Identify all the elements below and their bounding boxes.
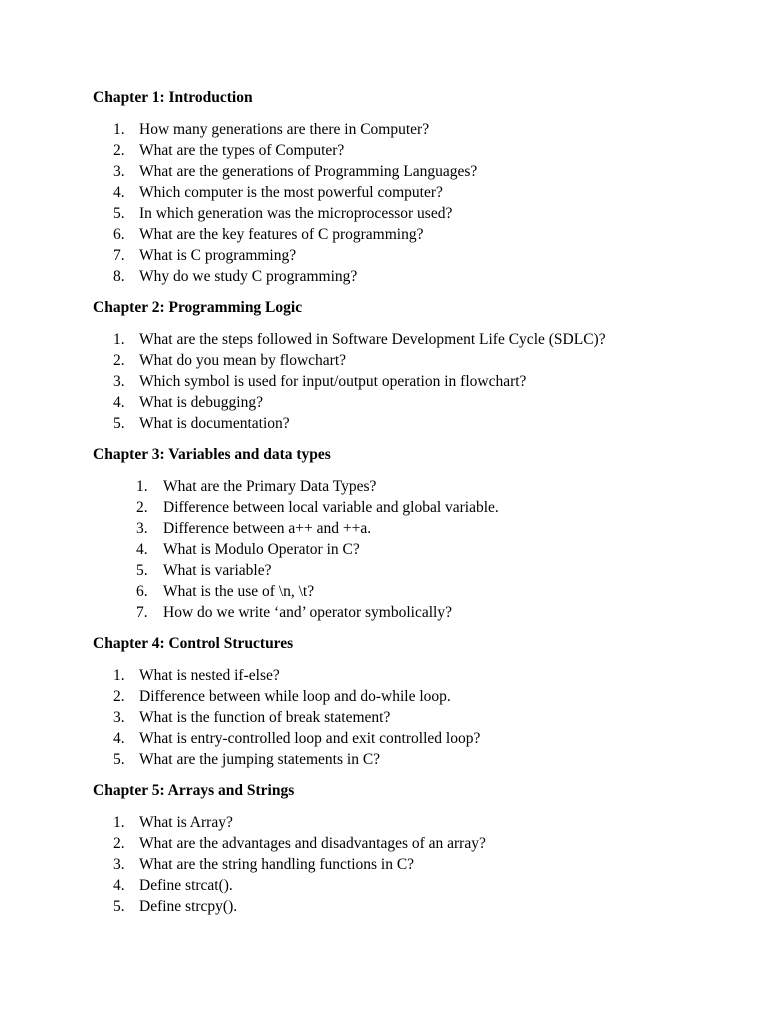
question-number: 3.: [113, 163, 125, 180]
question-number: 5.: [113, 898, 125, 915]
question-number: 1.: [113, 121, 125, 138]
question-item: [93, 371, 674, 392]
question-text: Why do we study C programming?: [139, 268, 358, 285]
question-number: 1.: [113, 667, 125, 684]
question-number: 1.: [113, 814, 125, 831]
question-number: 2.: [113, 688, 125, 705]
question-text: What are the jumping statements in C?: [139, 751, 381, 768]
question-item: [93, 749, 674, 770]
question-text: What are the string handling functions in C?: [139, 856, 415, 873]
question-number: 6.: [113, 226, 125, 243]
question-number: 3.: [113, 373, 125, 390]
chapter-section: [93, 88, 674, 287]
question-text: Difference between local variable and global variable.: [163, 499, 499, 516]
question-text: Which symbol is used for input/output operation in flowchart?: [139, 373, 527, 390]
question-number: 6.: [136, 583, 148, 600]
question-item: [93, 350, 674, 371]
chapter-section: [93, 298, 674, 434]
question-list: [93, 119, 674, 287]
question-text: Define strcpy().: [139, 898, 238, 915]
question-list: [93, 665, 674, 770]
chapter-list: [93, 88, 674, 917]
question-text: What is Array?: [139, 814, 233, 831]
question-text: What is variable?: [163, 562, 272, 579]
question-number: 3.: [136, 520, 148, 537]
question-text: What is the function of break statement?: [139, 709, 391, 726]
question-text: What are the steps followed in Software Development Life Cycle (SDLC)?: [139, 331, 606, 348]
question-text: What is entry-controlled loop and exit controlled loop?: [139, 730, 481, 747]
question-text: Define strcat().: [139, 877, 233, 894]
question-item: [93, 413, 674, 434]
question-item: [93, 203, 674, 224]
chapter-section: [93, 781, 674, 917]
question-item: [93, 707, 674, 728]
question-number: 8.: [113, 268, 125, 285]
question-item: [93, 833, 674, 854]
question-number: 1.: [113, 331, 125, 348]
question-number: 2.: [113, 835, 125, 852]
question-text: How many generations are there in Computer?: [139, 121, 430, 138]
question-number: 3.: [113, 709, 125, 726]
question-number: 4.: [113, 184, 125, 201]
question-list: [93, 476, 674, 623]
question-item: [93, 497, 674, 518]
question-text: In which generation was the microprocessor used?: [139, 205, 453, 222]
question-text: What are the key features of C programming?: [139, 226, 424, 243]
question-item: [93, 476, 674, 497]
chapter-title: Chapter 2: Programming Logic: [93, 299, 303, 316]
chapter-title: Chapter 3: Variables and data types: [93, 446, 331, 463]
question-text: What is Modulo Operator in C?: [163, 541, 360, 558]
question-item: [93, 854, 674, 875]
chapter-title: Chapter 1: Introduction: [93, 89, 253, 106]
question-text: What is the use of \n, \t?: [163, 583, 315, 600]
question-text: What are the types of Computer?: [139, 142, 345, 159]
question-item: [93, 539, 674, 560]
question-item: [93, 161, 674, 182]
question-list: [93, 812, 674, 917]
question-number: 5.: [113, 415, 125, 432]
question-number: 2.: [113, 352, 125, 369]
question-item: [93, 245, 674, 266]
question-text: Which computer is the most powerful computer?: [139, 184, 443, 201]
question-item: [93, 665, 674, 686]
question-number: 1.: [136, 478, 148, 495]
question-item: [93, 266, 674, 287]
question-item: [93, 560, 674, 581]
question-number: 4.: [113, 877, 125, 894]
chapter-title: Chapter 5: Arrays and Strings: [93, 782, 295, 799]
question-item: [93, 875, 674, 896]
question-text: Difference between while loop and do-while loop.: [139, 688, 451, 705]
question-text: Difference between a++ and ++a.: [163, 520, 372, 537]
question-text: What are the Primary Data Types?: [163, 478, 377, 495]
question-number: 5.: [113, 205, 125, 222]
question-item: [93, 812, 674, 833]
question-text: What is documentation?: [139, 415, 290, 432]
question-number: 5.: [113, 751, 125, 768]
question-number: 5.: [136, 562, 148, 579]
question-item: [93, 686, 674, 707]
question-item: [93, 182, 674, 203]
question-text: What are the advantages and disadvantages of an array?: [139, 835, 486, 852]
question-item: [93, 896, 674, 917]
question-list: [93, 329, 674, 434]
chapter-section: [93, 634, 674, 770]
chapter-title: Chapter 4: Control Structures: [93, 635, 294, 652]
question-number: 4.: [113, 394, 125, 411]
question-item: [93, 392, 674, 413]
question-item: [93, 140, 674, 161]
question-text: What is debugging?: [139, 394, 263, 411]
chapter-section: [93, 445, 674, 623]
question-text: What do you mean by flowchart?: [139, 352, 347, 369]
question-number: 7.: [113, 247, 125, 264]
question-item: [93, 602, 674, 623]
question-item: [93, 581, 674, 602]
question-number: 2.: [136, 499, 148, 516]
question-number: 7.: [136, 604, 148, 621]
question-item: [93, 728, 674, 749]
question-item: [93, 518, 674, 539]
question-text: What is C programming?: [139, 247, 297, 264]
question-number: 4.: [136, 541, 148, 558]
question-number: 2.: [113, 142, 125, 159]
question-item: [93, 224, 674, 245]
question-item: [93, 119, 674, 140]
question-text: What is nested if-else?: [139, 667, 280, 684]
question-number: 4.: [113, 730, 125, 747]
question-item: [93, 329, 674, 350]
question-number: 3.: [113, 856, 125, 873]
question-text: What are the generations of Programming Languages?: [139, 163, 478, 180]
question-text: How do we write ‘and’ operator symbolically?: [163, 604, 452, 621]
